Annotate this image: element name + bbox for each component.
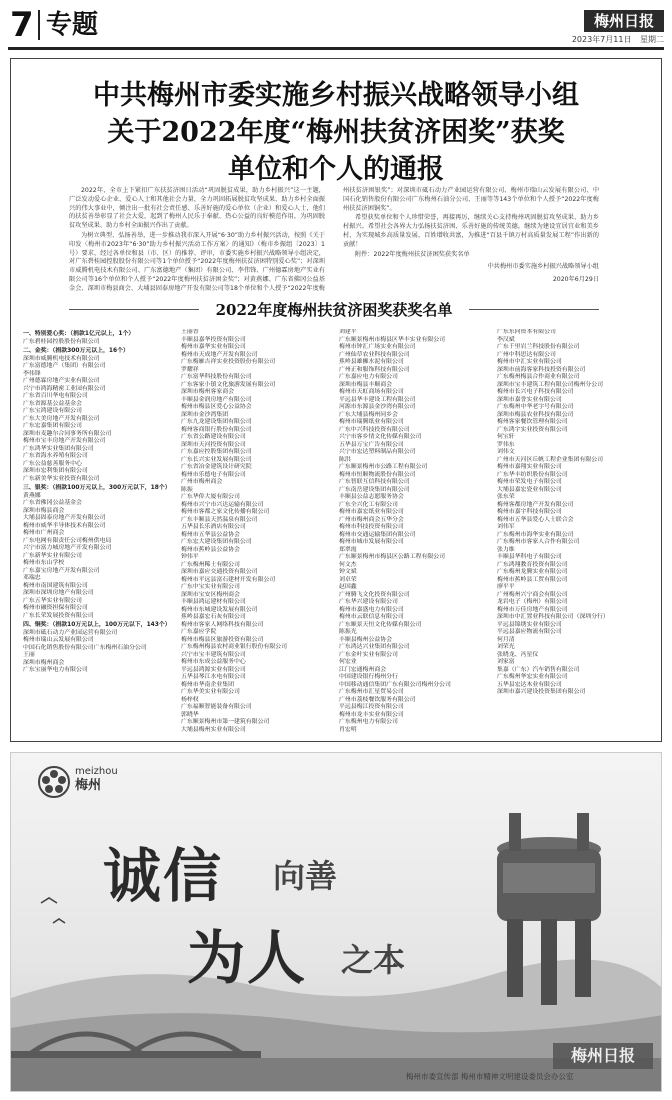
notice-box: [10, 58, 662, 742]
award-entry: 深圳市梅县丰顺商会: [339, 381, 393, 388]
issue-date: 2023年7月11日: [571, 35, 632, 44]
corner-paper-logo: 梅州日报: [553, 1043, 653, 1069]
award-entry: 丰顺县鸿运建材有限公司: [181, 599, 246, 605]
paper-logo: 梅州日报: [584, 10, 664, 32]
award-entry: 五华县长乐酒店有限公司: [181, 524, 246, 530]
award-entry: 梅州市梅县区旅游投资有限公司: [181, 636, 264, 643]
award-entry: 深圳市宝安区梅州商会: [181, 591, 240, 598]
award-entry: 广州中科思达有限公司: [497, 351, 556, 358]
award-entry: 梅州市东山学校: [23, 560, 65, 566]
award-entry: 大埔县梅州实业有限公司: [181, 726, 246, 733]
award-entry: 梅州市荣发电子有限公司: [497, 479, 562, 485]
award-entry: 赵国鑫: [339, 584, 357, 590]
award-entry: 蕉岭县嘉宏石灰有限公司: [181, 614, 246, 620]
award-entry: 黄燕娜: [23, 492, 41, 499]
award-entry: 中国移动通信集团广东有限公司梅州分公司: [339, 681, 451, 688]
award-entry: 广东梅雁吉祥实业投资股份有限公司: [181, 359, 276, 365]
award-entry: 梅州市中汇实业有限公司: [497, 359, 562, 365]
award-entry: 梅州市瑞山云发展有限公司: [23, 637, 94, 643]
section-title: 专题: [46, 10, 99, 40]
award-entry: 广东福顺智能装备有限公司: [181, 704, 252, 710]
award-entry: 江门宏通梅州商会: [339, 666, 387, 673]
award-entry: 蕉岭县雄狮水泥有限公司: [339, 359, 404, 365]
bridge-deck: [11, 1051, 261, 1058]
award-category-heading: 三、银奖：（捐款100万元以上，300万元以下，18个）: [23, 485, 171, 491]
award-entry: 广东公益慈善服务中心: [23, 460, 82, 467]
award-entry: 广东梅州龙腾实业有限公司: [497, 569, 568, 575]
award-entry: 梅州市嘉盛电力有限公司: [339, 606, 404, 613]
award-entry: 深圳市梅州商会: [23, 659, 65, 666]
award-entry: 何月清: [497, 636, 515, 643]
award-entry: 广东省公路建设有限公司: [181, 434, 246, 440]
award-entry: 广东鸿华实业集团有限公司: [23, 445, 94, 452]
award-entry: 广东梅州市汇星贸易公司: [339, 689, 404, 695]
award-entry: 丰顺县嘉华投资有限公司: [181, 336, 246, 343]
masthead-divider: [38, 10, 40, 40]
award-entry: 广州市梅州商会五华分会: [339, 516, 404, 523]
award-entry: 广东丰顺县天然温泉有限公司: [181, 516, 258, 523]
slogan-being-human: 为人: [187, 924, 308, 992]
award-entry: 梅州市梅县区爱心公益协会: [181, 404, 252, 410]
award-entry: 梅州市乐德电子有限公司: [181, 471, 246, 478]
award-entry: 广东省佛冈公益基金会: [23, 500, 82, 506]
slogan-foundation: 之本: [341, 941, 406, 979]
award-entry: 张力维: [497, 546, 515, 553]
public-service-ad: [10, 752, 662, 1092]
award-entry: 集嘉（广东）汽车销售有限公司: [497, 666, 580, 673]
award-entry: 广州梅州兴宁商会有限公司: [497, 591, 568, 598]
slogan-toward-good: 向善: [273, 857, 338, 895]
masthead: [0, 0, 672, 52]
award-entry: 广东华侨大厦有限公司: [181, 494, 240, 500]
award-entry: 深圳市嘉誉实业有限公司: [497, 396, 562, 403]
title-line-1: 中共梅州市委实施乡村振兴战略领导小组: [93, 80, 579, 111]
award-entry: 平远县梅江投资有限公司: [339, 704, 404, 710]
award-entry: 梅州市嘉宏纸业有限公司: [339, 509, 404, 515]
body-paragraph: 2022年，全市上下紧扣广东扶贫济困日活动“巩固脱贫成果，助力乡村振兴”这一主题，广泛发动爱心企业、爱心人士和其他社会力量，全力巩固拓展脱贫攻坚成果、助力乡村全面振兴的伟大事业中，倾注出一批有社会责任感、乐善好施的爱心单位（企业）和爱心人士，他们的扶贫善举彰显了社会大爱，起到了梅州人民乐于奉献、热心公益的良好模范作用，为巩固脱贫攻坚成果、助力乡村全面振兴作出了贡献。: [69, 187, 325, 230]
attachment-note: 附件：2022年度梅州扶贫济困奖获奖名单: [355, 250, 470, 258]
award-entry: 五华县宏达木业有限公司: [497, 681, 562, 688]
award-entry: 五华县琴江水电有限公司: [181, 674, 246, 680]
award-entry: 梅州市兴宁市兴达运输有限公司: [181, 501, 264, 508]
award-entry: 陈洪: [339, 456, 351, 463]
award-entry: 郑翠霞: [339, 546, 357, 553]
award-entry: 张东荣: [497, 494, 515, 500]
award-list: [23, 329, 649, 739]
award-entry: 广东梅州电力有限公司: [339, 719, 398, 725]
award-entry: 梅州市科技投资有限公司: [339, 524, 404, 530]
award-entry: 梅州市交通运输集团有限公司: [339, 531, 416, 538]
award-entry: 梅州市长兴电子科技有限公司: [497, 389, 574, 395]
award-category-heading: 四、铜奖：（捐款10万元以上，100万元以下，143个）: [23, 622, 171, 628]
award-entry: 广东梅州市客家人合作有限公司: [497, 539, 580, 545]
award-entry: 广东中宝实业有限公司: [181, 584, 240, 590]
award-entry: 广东华兴建设有限公司: [339, 599, 398, 605]
award-entry: 李伟锋: [23, 370, 41, 377]
award-entry: 梅州客家餐饮管理有限公司: [497, 419, 568, 425]
award-entry: 梅州市平远县富石建材开发有限公司: [181, 576, 276, 583]
award-entry: 兴宁市宝丰建筑有限公司: [181, 651, 246, 658]
award-entry: 王丽香: [181, 329, 199, 335]
award-entry: 罗耀祥: [181, 366, 199, 373]
award-entry: 梅州市蕉岭县工贸有限公司: [497, 576, 568, 583]
award-entry: 梅州市蕉岭县公益协会: [181, 546, 240, 553]
award-entry: 刘伟文: [497, 449, 515, 455]
award-entry: 刘伟军: [497, 524, 515, 530]
award-column: [497, 329, 647, 739]
ding-vessel-icon: [497, 813, 601, 1005]
award-entry: 广东华丰纺织股份有限公司: [497, 471, 568, 478]
award-entry: 广东智联互信科技有限公司: [339, 479, 410, 485]
award-entry: 陈振: [181, 486, 193, 493]
award-entry: 梅州市威华半导体技术有限公司: [23, 522, 106, 529]
award-entry: 梅州市东城建设发展有限公司: [181, 606, 258, 613]
award-entry: 广东省海水养殖有限公司: [23, 453, 88, 459]
award-entry: 广东长荣发展投资有限公司: [23, 612, 94, 619]
award-category-heading: 二、金奖：（捐款300万元以上，16个）: [23, 348, 129, 354]
award-entry: 张晓龙、冯星仪: [497, 651, 539, 658]
list-title-holder: [69, 300, 599, 320]
award-entry: 广东鸿达兴业集团有限公司: [339, 644, 410, 650]
award-entry: 郭晓华: [181, 711, 199, 718]
award-entry: 广东梅州稀土有限公司: [181, 561, 240, 568]
award-entry: 广东客家小镇文化旅游发展有限公司: [181, 381, 276, 388]
notice-title: [11, 77, 661, 188]
award-entry: 梅州客商银行股份有限公司: [181, 426, 252, 433]
award-entry: 深圳市天河投资有限公司: [181, 441, 246, 448]
award-entry: 广东梅州华宏实业有限公司: [497, 674, 568, 680]
award-entry: 深圳市嘉应交通投资有限公司: [181, 569, 258, 575]
award-entry: 广州仙草农业科技有限公司: [339, 351, 410, 358]
award-entry: 广东嘉应学院: [181, 629, 217, 635]
award-entry: 梅州市五华县爱心人士联合会: [497, 516, 574, 523]
award-entry: 深圳市中汇置业科技有限公司（深圳分行）: [497, 614, 609, 620]
award-entry: 深圳市前海客家科技投资有限公司: [497, 366, 586, 373]
award-entry: 广东省冶金建筑设计研究院: [181, 464, 252, 470]
award-entry: 广东宏嘉集团有限公司: [23, 423, 82, 429]
issue-weekday: 星期二: [640, 35, 664, 44]
award-entry: 梅州市天虹商场有限公司: [339, 389, 404, 395]
award-entry: 广东金叶实业有限公司: [339, 651, 398, 658]
award-entry: 大埔县嘉宏瓷业有限公司: [497, 486, 562, 493]
award-entry: 梅州市东成公益服务中心: [181, 659, 246, 665]
award-entry: 大埔县固泰房地产开发有限公司: [23, 515, 106, 521]
award-column: [181, 329, 331, 739]
award-entry: 广东九龙建设集团有限公司: [181, 419, 252, 425]
award-entry: 梅州市客都之家文化传播有限公司: [181, 509, 270, 515]
award-entry: 梅州市华南企业集团: [181, 681, 235, 688]
award-entry: 深圳市金沙湾集团: [181, 411, 229, 418]
award-entry: 丰顺县梅州公益协会: [339, 636, 393, 643]
title-line-2: 关于2022年度“梅州扶贫济困奖”获奖: [107, 117, 565, 148]
award-entry: 广东省百川华电有限公司: [23, 393, 88, 399]
award-entry: 梅州市广州商会: [23, 530, 65, 536]
ad-credit: 梅州市委宣传部 梅州市精神文明建设委员会办公室: [406, 1072, 574, 1081]
award-entry: 廖平平: [497, 584, 515, 590]
award-entry: 刘荣光: [497, 644, 515, 650]
award-entry: 深圳市梅县农业科技有限公司: [497, 411, 574, 418]
award-entry: 深圳市宏利集团有限公司: [23, 468, 88, 474]
award-entry: 深圳市宝丰建筑工程有限公司梅州分公司: [497, 381, 604, 388]
award-entry: 广东嘉应电力有限公司: [339, 374, 398, 380]
award-entry: 广东顺景梅州市第一建筑有限公司: [181, 719, 270, 725]
award-entry: 深圳市深圳房地产有限公司: [23, 590, 94, 596]
award-entry: 梅州市五华县公益协会: [181, 531, 240, 538]
award-entry: 梅州市钟汇广场实业有限公司: [339, 344, 416, 350]
ad-brand-en: meizhou: [75, 766, 118, 777]
award-entry: 陈振光: [339, 629, 357, 635]
award-entry: 钟伟平: [181, 554, 199, 560]
award-entry: 梅州市恒顺物流股份有限公司: [339, 471, 416, 478]
award-category-heading: 一、特别爱心奖：（捐款1亿元以上，1个）: [23, 331, 135, 337]
award-entry: 梅州市瑞腾纸业有限公司: [339, 419, 404, 425]
award-entry: 广东电网有限责任公司梅州供电局: [23, 537, 112, 544]
award-entry: 深圳市嘉兴建设投资集团有限公司: [497, 689, 586, 695]
award-entry: 广东梅州梅县合作商业有限公司: [497, 374, 580, 380]
award-entry: 广东五华实业有限公司: [23, 597, 82, 604]
award-entry: 刘家富: [497, 659, 515, 665]
ad-brand-cn: 梅州: [75, 778, 102, 793]
list-title-bar: [69, 299, 599, 321]
award-entry: 罗伟东: [497, 441, 515, 448]
award-entry: 广东富德地产（集团）有限公司: [23, 363, 106, 369]
plum-blossom-logo-icon: [37, 765, 71, 799]
award-entry: 广东省源基公益基金会: [23, 400, 82, 407]
award-entry: 梅州市龙丰实业有限公司: [339, 711, 404, 718]
award-entry: 李汉斌: [497, 336, 515, 343]
award-entry: 广东千里岩兰科技股份有限公司: [497, 344, 580, 350]
award-entry: 刘建平: [339, 329, 357, 335]
dateline: [566, 34, 664, 45]
ad-scenery: [11, 753, 662, 1092]
award-entry: 平远县鸿源实业有限公司: [181, 666, 246, 673]
award-entry: 广东嘉应控股集团有限公司: [181, 449, 252, 455]
award-entry: 深圳市梅州客家商会: [181, 389, 235, 395]
award-entry: 中国石化销售股份有限公司广东梅州石油分公司: [23, 644, 147, 651]
award-entry: 广东长兴实业发展有限公司: [181, 456, 252, 463]
award-entry: 广东梅州梅县农村商业银行股份有限公司: [181, 644, 288, 650]
award-entry: 丰顺县公益志愿服务协会: [339, 494, 404, 500]
award-entry: 丰顺县华科电子有限公司: [497, 554, 562, 560]
birds-icon: [41, 898, 65, 923]
award-entry: 广州市梅州商会: [181, 479, 223, 485]
award-entry: 何宝轩: [497, 434, 515, 440]
award-entry: 深圳市麦趣尔合同事务所有限公司: [23, 430, 112, 437]
award-entry: 广东南岳建设集团有限公司: [339, 486, 410, 493]
award-entry: 梅州市嘉翔实业有限公司: [497, 464, 562, 470]
masthead-rule: [8, 47, 664, 50]
award-entry: 五华县万宝广告有限公司: [339, 441, 404, 448]
award-entry: 王丽: [23, 652, 35, 658]
award-entry: 兴宁市宏达塑料制品有限公司: [339, 449, 416, 455]
award-entry: 广东中兴科技投资有限公司: [339, 426, 410, 433]
award-entry: 广东新美华实业投资有限公司: [23, 475, 100, 482]
award-entry: 河源市东源县金沙湾有限公司: [339, 404, 416, 410]
signature: 中共梅州市委实施乡村振兴战略领导小组: [487, 263, 599, 271]
award-entry: 广东顺景天恒文化传媒有限公司: [339, 621, 422, 628]
award-entry: 广东宝丽华电力有限公司: [23, 667, 88, 673]
award-entry: 何文杰: [339, 561, 357, 568]
award-entry: 平远县锦绣实业有限公司: [497, 621, 562, 628]
award-entry: 广东鸿宇实业投资有限公司: [497, 426, 568, 433]
award-column: [339, 329, 489, 739]
award-entry: 广州德霖房地产实业有限公司: [23, 378, 100, 384]
body-paragraph: 为树立典型、弘扬善举，进一步推动我市深入开展“6·30”助力乡村振兴活动，按照《关于印发〈梅州市2023年“6·30”助力乡村振兴活动工作方案〉的通知》（梅市乡振组〔2023〕1号）要求，经过各单位和县（市、区）的推荐、评审，市委实施乡村振兴战略领导小组决定，对广东碧桂园控股股份有限公司等1个单位授予“2022年度梅州扶贫济困特别爱心奖”；对深圳市威腾机电技术有限公司、广东富德地产（集团）有限公司、李伟锋、广州德霖房地产实业有限公司等16个单位和个人授予“2022年度梅州扶贫济困金奖”；对黄燕娜、广东省佛冈公益基金会、深圳市梅县商会、大埔县固泰房地产开发有限公司等18个单位和个人授予“2022年度梅州扶贫济困银奖”；对深圳市砥石动力产业园运营有限公司、梅州市瑞山云发展有限公司、中国石化销售股份有限公司广东梅州石油分公司、王丽等等143个单位和个人授予“2022年度梅州扶贫济困铜奖”。: [69, 187, 599, 292]
award-entry: 梅州客都房地产开发有限公司: [497, 501, 574, 508]
award-entry: 广东全兴化工有限公司: [339, 501, 398, 508]
title-line-3: 单位和个人的通报: [228, 154, 444, 185]
award-entry: 广州腾飞文化投资有限公司: [339, 591, 410, 598]
award-entry: 广东新华实业有限公司: [23, 552, 82, 559]
award-entry: 平远县嘉应物流有限公司: [497, 629, 562, 635]
award-entry: 广东嘉宝房地产开发有限公司: [23, 567, 100, 574]
list-title: 2022年度梅州扶贫济困奖获奖名单: [206, 301, 463, 319]
body-paragraph: 希望获奖单位和个人珍惜荣誉，再接再厉，继续关心支持梅州巩固脱贫攻坚成果、助力乡村振兴。希望社会各界大力弘扬扶贫济困、乐善好施的传统美德，继续为建设宜居宜业和美乡村，为实现城乡高质量发展、百姓增收共富，为推进“百县千镇万村高质量发展工程”作出新的贡献！: [343, 214, 599, 248]
award-entry: 广东东向资本有限公司: [497, 329, 556, 335]
award-entry: 邓瑞忠: [23, 575, 41, 581]
award-entry: 广东鸿翔教育投资有限公司: [497, 561, 568, 568]
award-entry: 广东华美实业有限公司: [181, 689, 240, 695]
award-entry: 深圳市梅县商会: [23, 507, 65, 514]
award-entry: 平远县华丰建设工程有限公司: [339, 396, 416, 403]
award-entry: 广东梅州中华老字号有限公司: [497, 404, 574, 410]
award-entry: 梅州市城市发展有限公司: [339, 539, 404, 545]
award-entry: 广东梅州市海华实业有限公司: [497, 531, 574, 538]
award-entry: 梅州市万佳房地产有限公司: [497, 606, 568, 613]
award-entry: 梅州市客家人网络科技有限公司: [181, 621, 264, 628]
award-entry: 梅州市云联信息有限公司: [339, 614, 404, 620]
award-entry: 梅州市嘉华实业有限公司: [181, 344, 246, 350]
award-entry: 广东大埔县梅州同乡会: [339, 411, 398, 418]
ad-brand: [75, 765, 118, 793]
award-entry: 梅州市南国建筑有限公司: [23, 582, 88, 589]
award-entry: 深圳市砥石动力产业园运营有限公司: [23, 629, 118, 636]
award-entry: 广东富华科技股份有限公司: [181, 374, 252, 380]
award-entry: 刘卓荣: [339, 576, 357, 583]
award-entry: 广东顺景梅州市梅县区华丰实业有限公司: [339, 336, 446, 343]
award-entry: 梅州市融资担保有限公司: [23, 605, 88, 611]
award-entry: 肖宏明: [339, 726, 357, 733]
award-entry: 兴宁市客乡情文化传媒有限公司: [339, 434, 422, 440]
award-entry: 广东宏大建设集团有限公司: [181, 539, 252, 545]
award-entry: 广州正和服饰科技有限公司: [339, 366, 410, 373]
slogan-integrity: 诚信: [103, 842, 224, 910]
award-entry: 梅州市嘉宇科技有限公司: [497, 509, 562, 515]
award-entry: 中国建设银行梅州分行: [339, 674, 398, 680]
award-entry: 龙岩电子（梅州）有限公司: [497, 599, 568, 605]
award-entry: 广东碧桂园控股股份有限公司: [23, 338, 100, 345]
award-entry: 广州市荔枝餐饮服务有限公司: [339, 696, 416, 703]
award-entry: 丰顺县金润房地产有限公司: [181, 396, 252, 403]
award-entry: 广东顺景梅州市梅县区公路工程有限公司: [339, 554, 446, 560]
award-entry: 钟文斌: [339, 569, 357, 575]
award-entry: 兴宁市富力城房地产开发有限公司: [23, 545, 112, 551]
award-entry: 杨梓权: [181, 696, 199, 703]
award-entry: 广州市天河区丘帆工程企业集团有限公司: [497, 456, 604, 463]
award-entry: 梅州市天成地产开发有限公司: [181, 351, 258, 358]
award-entry: 广东宝鸿建设有限公司: [23, 408, 82, 414]
award-entry: 何宏业: [339, 659, 357, 665]
award-entry: 广东顺景梅州市公路工程有限公司: [339, 464, 428, 470]
award-entry: 深圳市威腾机电技术有限公司: [23, 355, 100, 362]
page-number: 7: [10, 5, 34, 45]
sign-date: 2020年6月29日: [552, 276, 599, 284]
award-entry: 兴宁市鸿海精密工业园有限公司: [23, 385, 106, 392]
award-column: [23, 329, 173, 739]
award-entry: 梅州市宝丰房地产开发有限公司: [23, 438, 106, 444]
award-entry: 广东大美房地产开发有限公司: [23, 415, 100, 422]
